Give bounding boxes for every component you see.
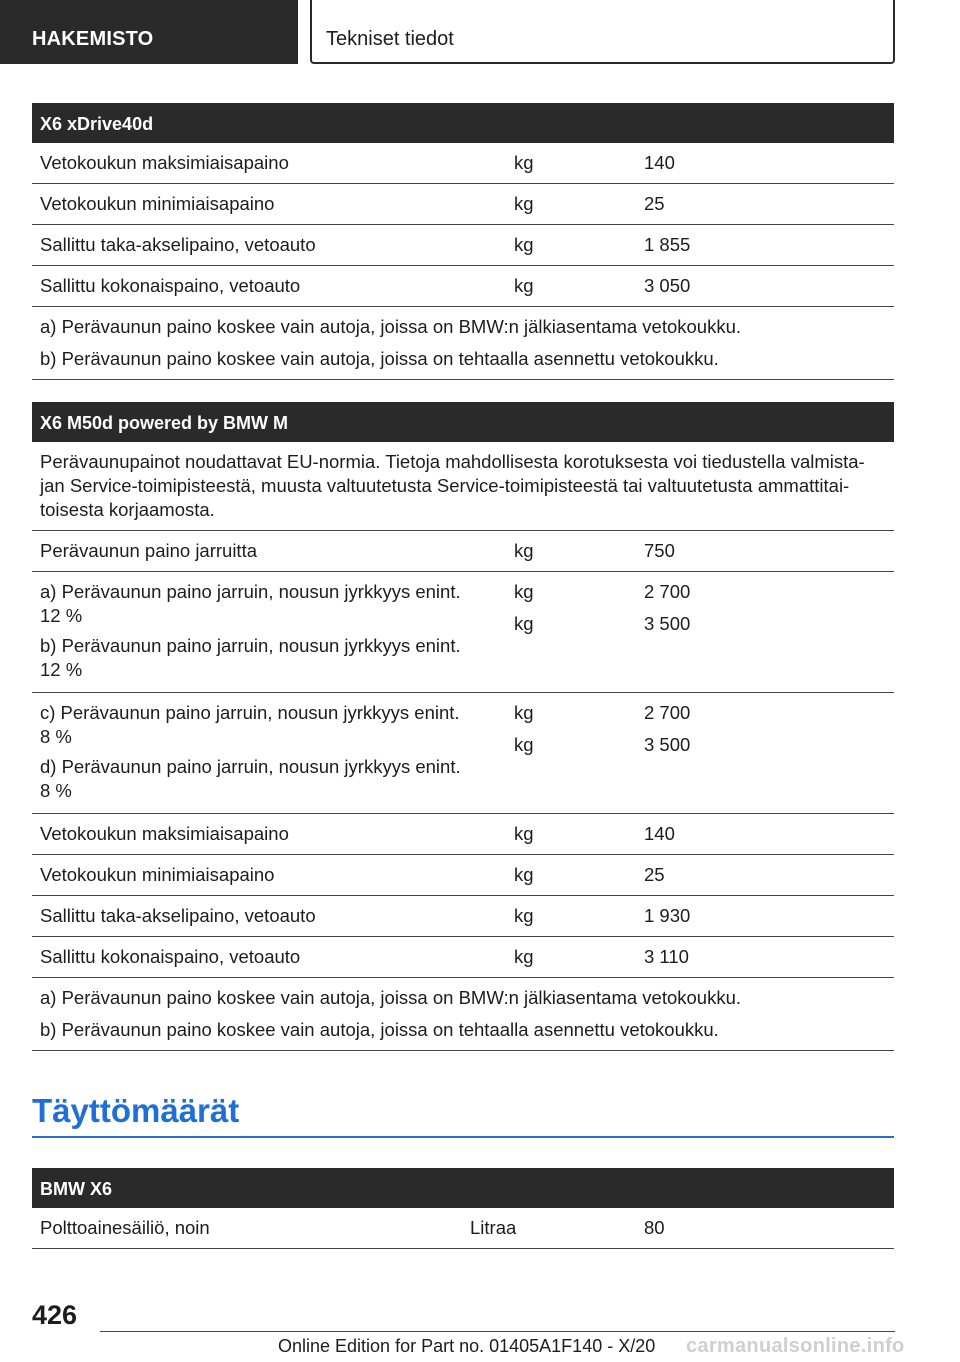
label-line: c) Perävaunun paino jarruin, nousun jyrkkyys enint. [40, 702, 460, 723]
row-unit: kg [514, 581, 534, 602]
row-label: Vetokoukun maksimiaisapaino [40, 152, 289, 173]
row-value: 3 500 [644, 613, 691, 634]
row-value: 140 [644, 152, 675, 173]
row-label: Sallittu taka-akselipaino, vetoauto [40, 905, 316, 926]
row-unit: kg [514, 823, 534, 844]
row-label: Vetokoukun maksimiaisapaino [40, 823, 289, 844]
footer-divider [100, 1331, 895, 1332]
table-heading: BMW X6 [32, 1168, 894, 1208]
row-value: 2 700 [644, 702, 691, 723]
row-value: 3 050 [644, 275, 691, 296]
table-x6-xdrive40d [32, 103, 894, 380]
table-row [32, 1208, 894, 1249]
row-label [40, 634, 502, 682]
row-value: 3 110 [644, 946, 689, 967]
row-unit: kg [514, 734, 534, 755]
page-number: 426 [32, 1300, 78, 1330]
table-row [32, 937, 894, 978]
table-notes [32, 307, 894, 380]
table-row [32, 814, 894, 855]
table-notes [32, 978, 894, 1051]
index-tab[interactable]: HAKEMISTO [0, 0, 298, 64]
table-row [32, 266, 894, 307]
row-unit: kg [514, 613, 534, 634]
top-navigation [0, 0, 960, 66]
row-value: 25 [644, 193, 665, 214]
row-label: Sallittu taka-akselipaino, vetoauto [40, 234, 316, 255]
row-unit: kg [514, 864, 534, 885]
label-line: b) Perävaunun paino jarruin, nousun jyrkkyys enint. [40, 635, 461, 656]
row-value: 25 [644, 864, 665, 885]
section-tab[interactable]: Tekniset tiedot [310, 0, 895, 64]
row-value: 3 500 [644, 734, 691, 755]
row-unit: kg [514, 905, 534, 926]
table-heading: X6 xDrive40d [32, 103, 894, 143]
row-value: 2 700 [644, 581, 691, 602]
row-label: Vetokoukun minimiaisapaino [40, 864, 275, 885]
row-label [40, 580, 502, 628]
row-values [644, 580, 894, 682]
row-label: Polttoainesäiliö, noin [40, 1217, 210, 1238]
intro-line: jan Service-toimipisteestä, muusta valtuutetusta Service-toimipisteestä tai valtuutetusta ammattitai- [40, 475, 850, 496]
row-value: 140 [644, 823, 675, 844]
note-b: b) Perävaunun paino koskee vain autoja, joissa on tehtaalla asennettu vetokoukku. [40, 348, 719, 369]
row-units [514, 701, 644, 803]
row-unit: kg [514, 234, 534, 255]
table-heading: X6 M50d powered by BMW M [32, 402, 894, 442]
row-unit: kg [514, 152, 534, 173]
row-label: Sallittu kokonaispaino, vetoauto [40, 946, 301, 967]
table-row [32, 143, 894, 184]
label-line: 8 % [40, 780, 72, 801]
row-label [40, 701, 502, 749]
row-label: Vetokoukun minimiaisapaino [40, 193, 275, 214]
table-row [32, 896, 894, 937]
label-line: 8 % [40, 726, 72, 747]
section-title-container [32, 1092, 894, 1138]
table-row [32, 855, 894, 896]
table-bmw-x6 [32, 1168, 894, 1249]
label-line: a) Perävaunun paino jarruin, nousun jyrkkyys enint. [40, 581, 461, 602]
row-label [40, 755, 502, 803]
edition-text: Online Edition for Part no. 01405A1F140 - X/20 [278, 1336, 656, 1356]
row-units [514, 580, 644, 682]
row-unit: kg [514, 702, 534, 723]
label-line: d) Perävaunun paino jarruin, nousun jyrkkyys enint. [40, 756, 461, 777]
intro-line: Perävaunupainot noudattavat EU-normia. Tietoja mahdollisesta korotuksesta voi tiedustella valmista- [40, 451, 865, 472]
table-row-group [32, 572, 894, 693]
section-title: Täyttömäärät [32, 1092, 240, 1129]
table-row [32, 184, 894, 225]
label-line: 12 % [40, 605, 83, 626]
row-unit: kg [514, 193, 534, 214]
row-unit: kg [514, 540, 534, 561]
intro-paragraph [32, 442, 894, 531]
watermark: carmanualsonline.info [686, 1335, 905, 1357]
table-row [32, 531, 894, 572]
row-unit: kg [514, 275, 534, 296]
table-x6-m50d [32, 402, 894, 1051]
table-row-group [32, 693, 894, 814]
row-labels [40, 701, 514, 803]
row-unit: kg [514, 946, 534, 967]
note-b: b) Perävaunun paino koskee vain autoja, joissa on tehtaalla asennettu vetokoukku. [40, 1019, 719, 1040]
row-label: Perävaunun paino jarruitta [40, 540, 258, 561]
row-value: 1 855 [644, 234, 691, 255]
row-value: 750 [644, 540, 675, 561]
label-line: 12 % [40, 659, 83, 680]
note-a: a) Perävaunun paino koskee vain autoja, joissa on BMW:n jälkiasentama vetokoukku. [40, 987, 742, 1008]
row-unit: Litraa [470, 1217, 517, 1238]
row-values [644, 701, 894, 803]
row-label: Sallittu kokonaispaino, vetoauto [40, 275, 301, 296]
row-labels [40, 580, 514, 682]
table-row [32, 225, 894, 266]
note-a: a) Perävaunun paino koskee vain autoja, joissa on BMW:n jälkiasentama vetokoukku. [40, 316, 742, 337]
intro-line: toisesta korjaamosta. [40, 499, 215, 520]
row-value: 80 [644, 1217, 665, 1238]
row-value: 1 930 [644, 905, 691, 926]
